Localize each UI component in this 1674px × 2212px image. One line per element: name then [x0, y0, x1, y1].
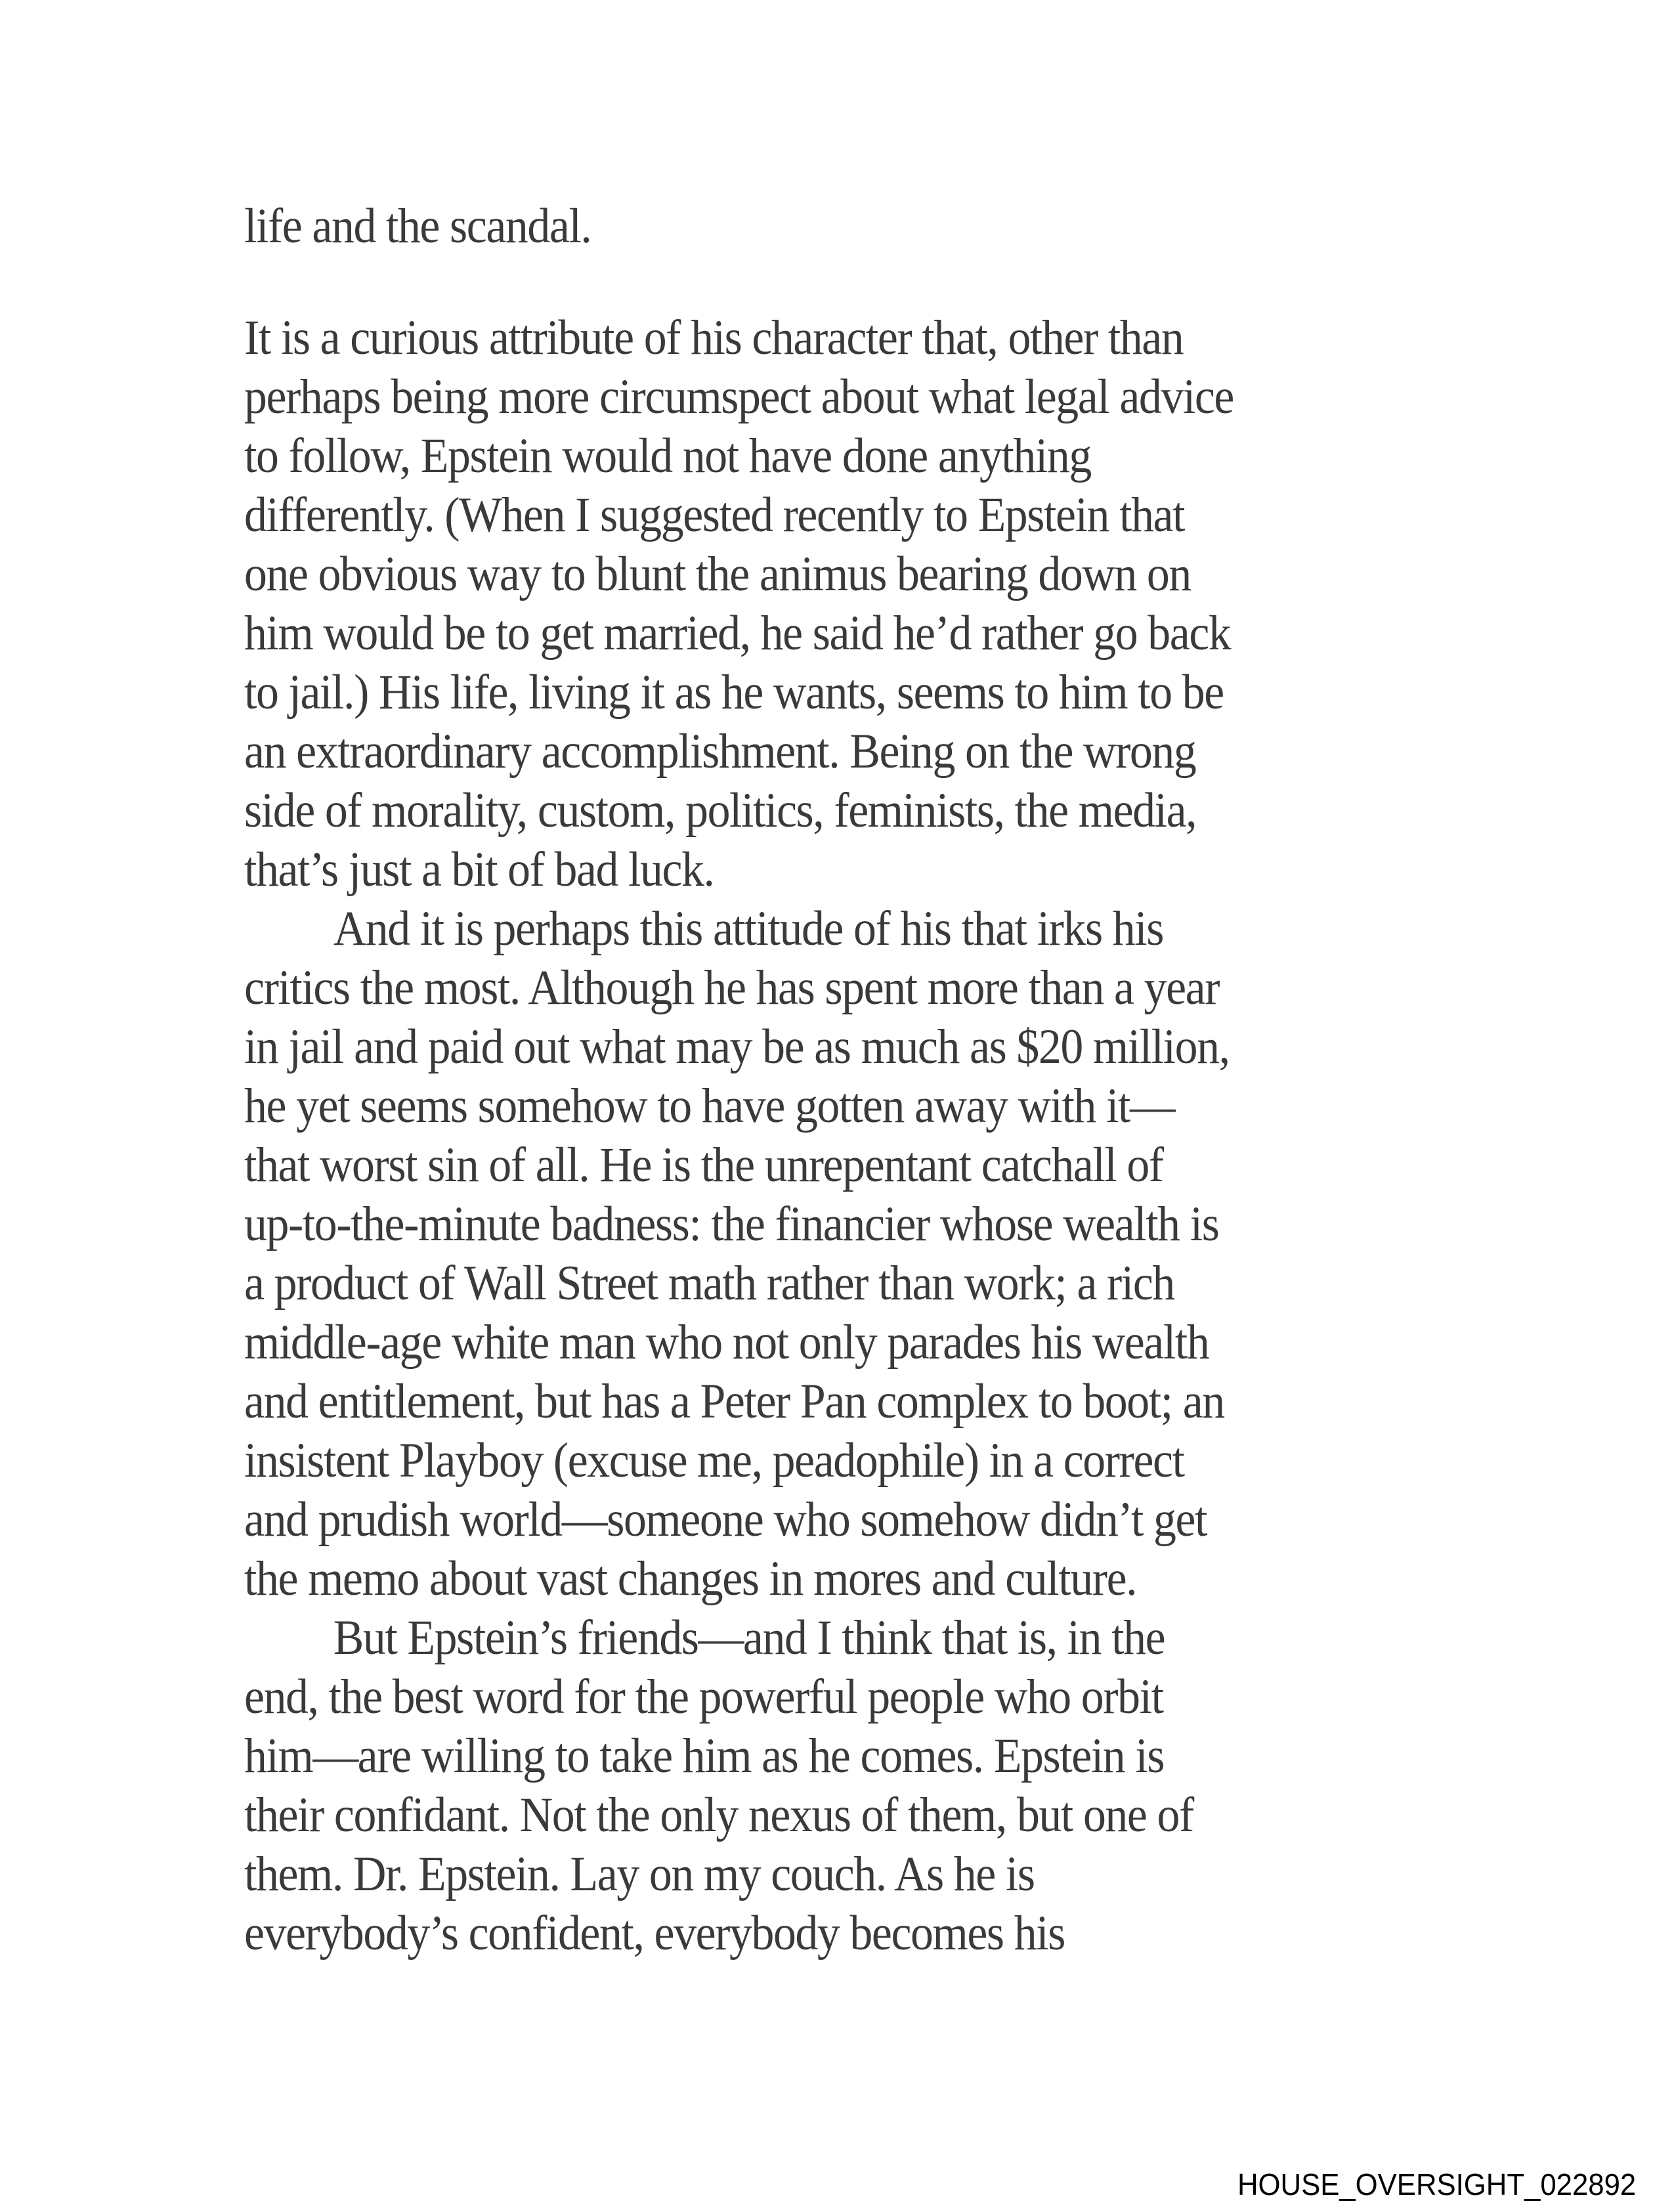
text-line: that worst sin of all. He is the unrepentant catchall of	[244, 1138, 1163, 1192]
text-line: to jail.) His life, living it as he wants, seems to him to be	[244, 665, 1224, 720]
text-line: and prudish world—someone who somehow didn’t get	[244, 1492, 1207, 1547]
text-line: in jail and paid out what may be as much as $20 million,	[244, 1020, 1230, 1074]
text-line: him—are willing to take him as he comes. Epstein is	[244, 1729, 1165, 1783]
text-line: he yet seems somehow to have gotten away with it—	[244, 1079, 1175, 1133]
text-line-indented: And it is perhaps this attitude of his that irks his	[333, 901, 1164, 956]
bates-number: HOUSE_OVERSIGHT_022892	[1237, 2167, 1636, 2201]
text-line: to follow, Epstein would not have done anything	[244, 429, 1091, 483]
text-line: an extraordinary accomplishment. Being on the wrong	[244, 724, 1196, 779]
text-line: middle-age white man who not only parades his wealth	[244, 1315, 1209, 1370]
text-line: the memo about vast changes in mores and culture.	[244, 1551, 1137, 1606]
text-line: everybody’s confident, everybody becomes his	[244, 1906, 1065, 1961]
text-line: differently. (When I suggested recently to Epstein that	[244, 488, 1185, 542]
body-text	[244, 197, 1492, 1963]
text-line: perhaps being more circumspect about what legal advice	[244, 370, 1234, 424]
text-line: It is a curious attribute of his character that, other than	[244, 311, 1184, 365]
text-line: life and the scandal.	[244, 199, 591, 253]
text-line: critics the most. Although he has spent more than a year	[244, 961, 1220, 1015]
text-line: insistent Playboy (excuse me, peadophile) in a correct	[244, 1433, 1184, 1488]
text-line: them. Dr. Epstein. Lay on my couch. As he is	[244, 1847, 1035, 1901]
text-line-indented: But Epstein’s friends—and I think that is, in the	[333, 1611, 1165, 1665]
text-line: that’s just a bit of bad luck.	[244, 842, 714, 897]
text-line: one obvious way to blunt the animus bearing down on	[244, 547, 1191, 601]
text-line: their confidant. Not the only nexus of them, but one of	[244, 1788, 1193, 1842]
text-line: up-to-the-minute badness: the financier whose wealth is	[244, 1197, 1219, 1251]
text-line: and entitlement, but has a Peter Pan complex to boot; an	[244, 1374, 1224, 1429]
text-line: him would be to get married, he said he’d rather go back	[244, 606, 1231, 661]
text-line: a product of Wall Street math rather than work; a rich	[244, 1256, 1174, 1311]
text-line: end, the best word for the powerful people who orbit	[244, 1670, 1163, 1724]
text-line: side of morality, custom, politics, feminists, the media,	[244, 783, 1197, 838]
